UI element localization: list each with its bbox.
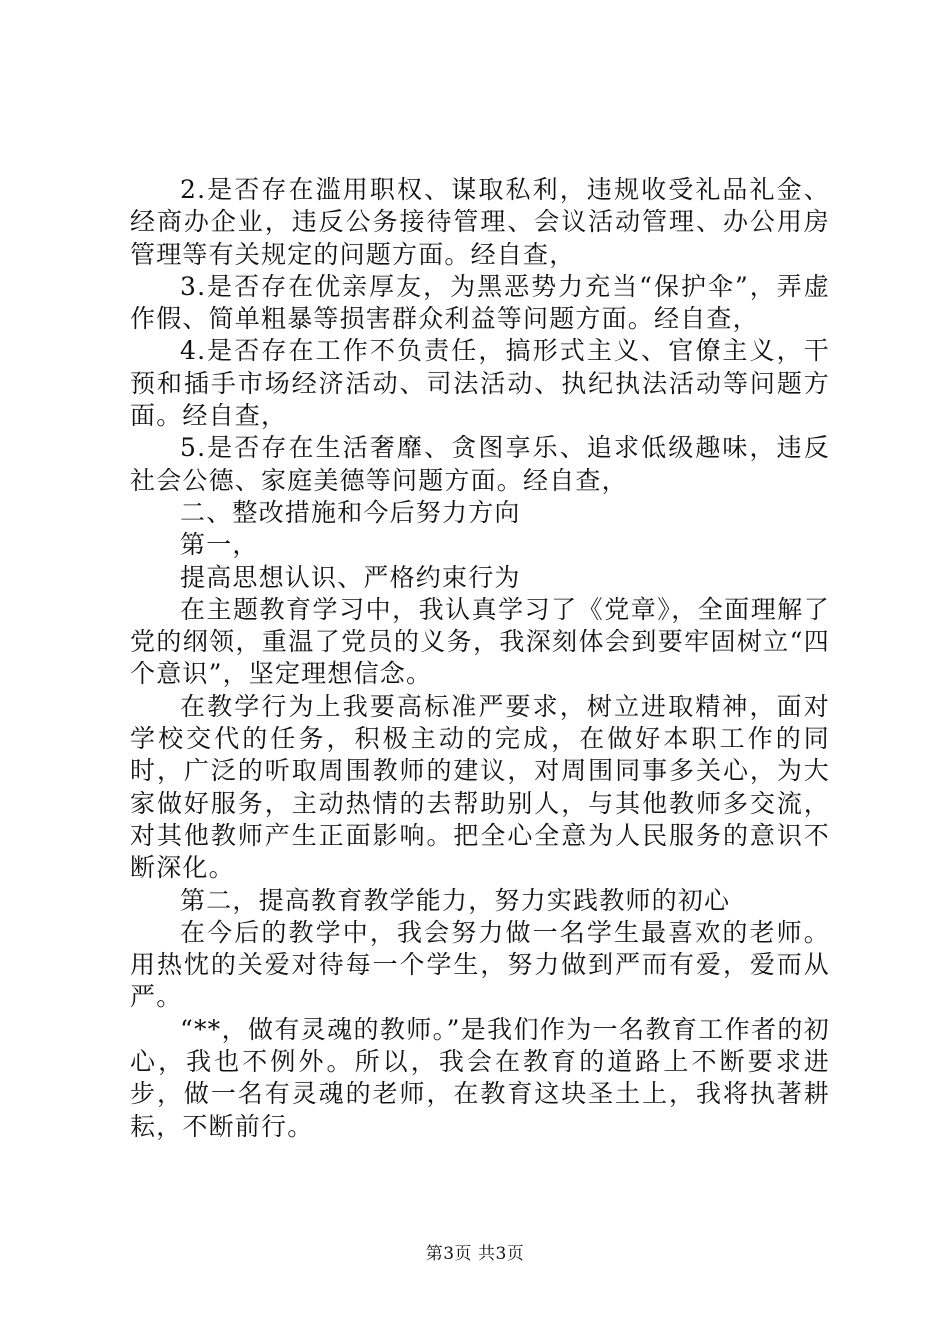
subheading-first: 第一， [180, 530, 259, 560]
paragraph-teaching-conduct: 在教学行为上我要高标准严要求，树立进取精神，面对学校交代的任务，积极主动的完成，在做好本职工作的同时，广泛的听取周围教师的建议，对周围同事多关心，为大家做好服务，主动热情的去帮助别人，与其他教师多交流，对其他教师产生正面影响。把全心全意为人民服务的意识不断深化。 [130, 691, 830, 883]
paragraph-future-teaching: 在今后的教学中，我会努力做一名学生最喜欢的老师。用热忱的关爱对待每一个学生，努力做到严而有爱，爱而从严。 [130, 917, 830, 1012]
paragraph-closing: “**，做有灵魂的教师。”是我们作为一名教育工作者的初心，我也不例外。所以，我会在教育的道路上不断要求进步，做一名有灵魂的老师，在教育这块圣土上，我将执著耕耘，不断前行。 [130, 1014, 830, 1141]
paragraph-study: 在主题教育学习中，我认真学习了《党章》，全面理解了党的纲领，重温了党员的义务，我深刻体会到要牢固树立“四个意识”，坚定理想信念。 [130, 594, 830, 689]
subheading-first-title: 提高思想认识、严格约束行为 [180, 562, 521, 592]
paragraph-item-5: 5.是否存在生活奢靡、贪图享乐、追求低级趣味，违反社会公德、家庭美德等问题方面。经自查， [130, 433, 830, 495]
document-body [130, 174, 830, 1143]
paragraph-item-2: 2.是否存在滥用职权、谋取私利，违规收受礼品礼金、经商办企业，违反公务接待管理、会议活动管理、办公用房管理等有关规定的问题方面。经自查， [130, 175, 830, 269]
paragraph-item-3: 3.是否存在优亲厚友，为黑恶势力充当“保护伞”，弄虚作假、简单粗暴等损害群众利益等问题方面。经自查， [130, 271, 830, 334]
page-footer: 第3页 共3页 [425, 1244, 525, 1264]
paragraph-item-4: 4.是否存在工作不负责任，搞形式主义、官僚主义，干预和插手市场经济活动、司法活动、执纪执法活动等问题方面。经自查， [130, 336, 830, 431]
section-heading: 二、整改措施和今后努力方向 [180, 497, 521, 527]
subheading-second: 第二，提高教育教学能力，努力实践教师的初心 [180, 885, 731, 915]
